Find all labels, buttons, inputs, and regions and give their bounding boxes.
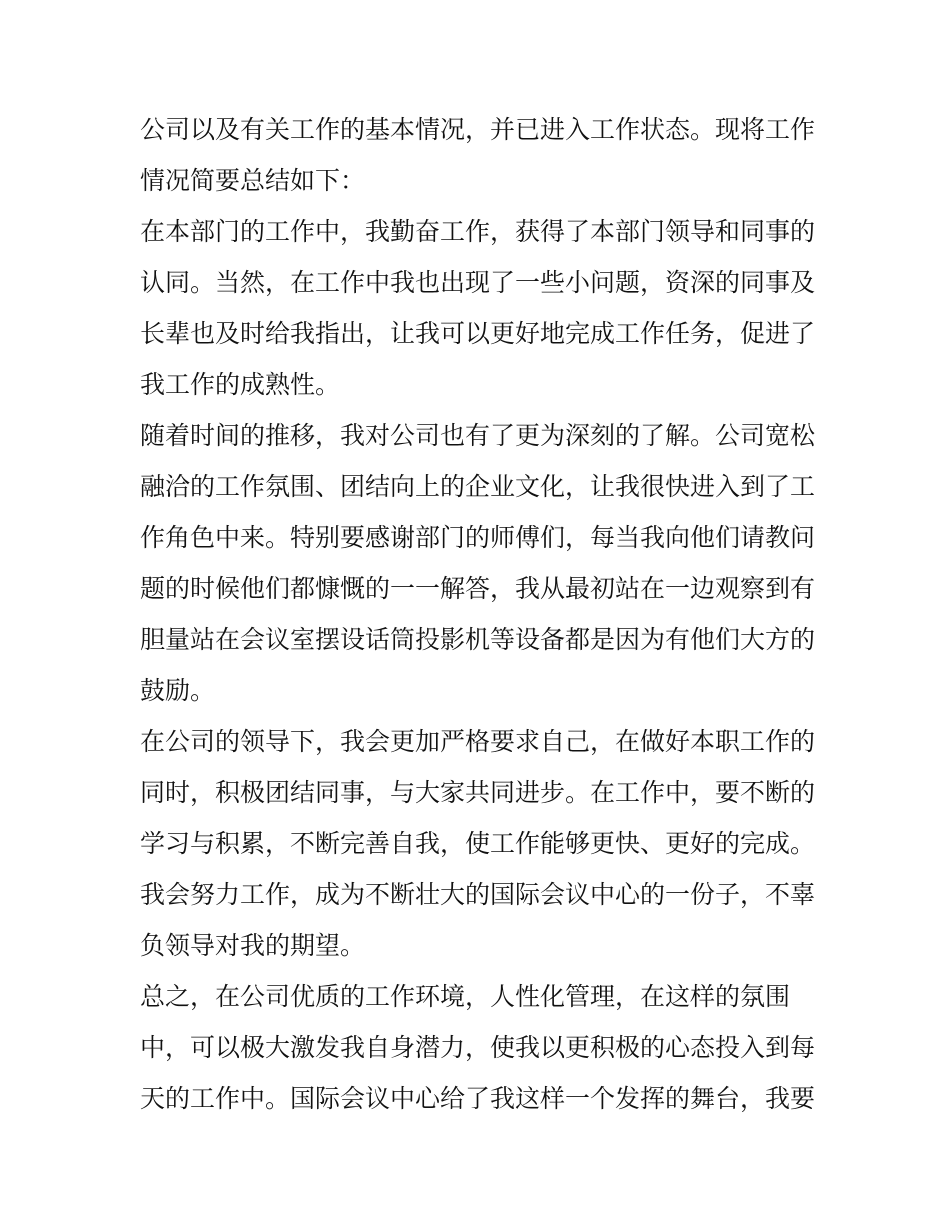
text-line: 题的时候他们都慷慨的一一解答，我从最初站在一边观察到有 xyxy=(140,574,816,603)
text-line: 作角色中来。特别要感谢部门的师傅们，每当我向他们请教问 xyxy=(140,523,816,552)
text-line: 我会努力工作，成为不断壮大的国际会议中心的一份子，不辜 xyxy=(140,880,816,909)
text-line: 胆量站在会议室摆设话筒投影机等设备都是因为有他们大方的 xyxy=(140,625,816,654)
text-line: 在本部门的工作中，我勤奋工作，获得了本部门领导和同事的 xyxy=(140,217,816,246)
text-line: 随着时间的推移，我对公司也有了更为深刻的了解。公司宽松 xyxy=(140,421,816,450)
text-line: 情况简要总结如下： xyxy=(140,166,366,195)
text-line: 认同。当然，在工作中我也出现了一些小问题，资深的同事及 xyxy=(140,268,816,297)
text-line: 鼓励。 xyxy=(140,676,216,705)
text-line: 总之，在公司优质的工作环境，人性化管理，在这样的氛围 xyxy=(140,982,791,1011)
text-line: 同时，积极团结同事，与大家共同进步。在工作中，要不断的 xyxy=(140,778,816,807)
text-line: 负领导对我的期望。 xyxy=(140,931,366,960)
text-line: 公司以及有关工作的基本情况，并已进入工作状态。现将工作 xyxy=(140,115,816,144)
text-line: 天的工作中。国际会议中心给了我这样一个发挥的舞台，我要 xyxy=(140,1084,816,1113)
document-body xyxy=(140,104,820,1124)
text-line: 学习与积累，不断完善自我，使工作能够更快、更好的完成。 xyxy=(140,829,816,858)
text-line: 中，可以极大激发我自身潜力，使我以更积极的心态投入到每 xyxy=(140,1033,816,1062)
text-line: 我工作的成熟性。 xyxy=(140,370,341,399)
text-line: 长辈也及时给我指出，让我可以更好地完成工作任务，促进了 xyxy=(140,319,816,348)
text-line: 在公司的领导下，我会更加严格要求自己，在做好本职工作的 xyxy=(140,727,816,756)
text-line: 融洽的工作氛围、团结向上的企业文化，让我很快进入到了工 xyxy=(140,472,816,501)
